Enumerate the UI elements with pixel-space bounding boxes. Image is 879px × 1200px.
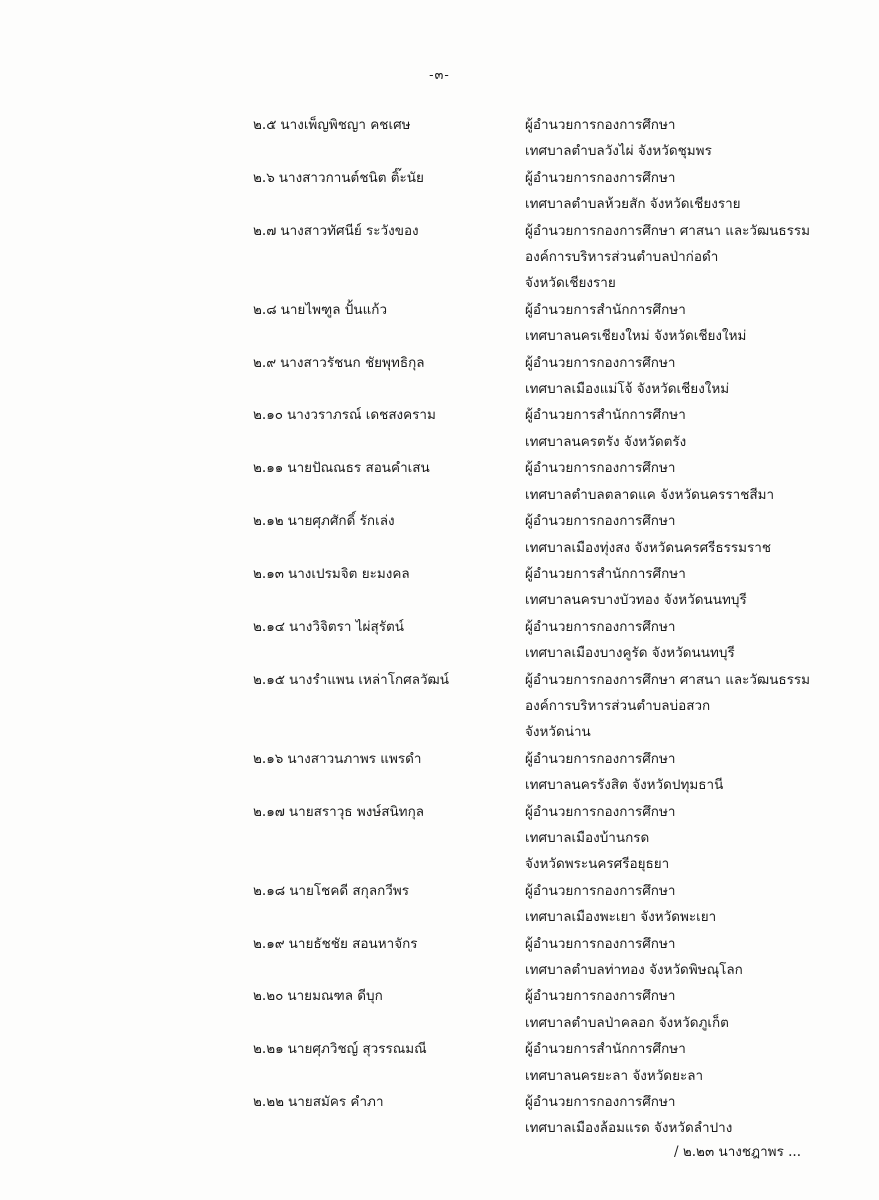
entry-number: ๒.๑๙ — [253, 935, 285, 952]
entry-person — [253, 1036, 525, 1062]
person-name: นางเปรมจิต ยะมงคล — [288, 565, 410, 582]
list-item — [253, 561, 833, 614]
list-item — [253, 508, 833, 561]
entry-number: ๒.๗ — [253, 222, 277, 239]
entry-number: ๒.๑๑ — [253, 460, 284, 477]
person-name: นางวราภรณ์ เดชสงคราม — [287, 407, 436, 424]
entry-person — [253, 402, 525, 428]
entry-position — [525, 402, 825, 455]
position-line: องค์การบริหารส่วนตำบลป่าก่อดำ — [525, 249, 719, 266]
list-item — [253, 402, 833, 455]
position-line: เทศบาลตำบลห้วยสัก จังหวัดเชียงราย — [525, 196, 741, 213]
position-line: ผู้อำนวยการกองการศึกษา ศาสนา และวัฒนธรรม — [525, 671, 811, 688]
position-line: ผู้อำนวยการกองการศึกษา — [525, 169, 676, 186]
position-line: ผู้อำนวยการสำนักการศึกษา — [525, 301, 686, 318]
entry-person — [253, 878, 525, 904]
person-name: นางสาวรัชนก ชัยพุทธิกุล — [280, 354, 425, 371]
person-name: นายไพฑูล ปั้นแก้ว — [280, 301, 388, 318]
entry-number: ๒.๑๖ — [253, 750, 284, 767]
entry-number: ๒.๙ — [253, 354, 277, 371]
list-item — [253, 1089, 833, 1142]
position-line: เทศบาลนครยะลา จังหวัดยะลา — [525, 1067, 704, 1084]
entry-number: ๒.๑๔ — [253, 618, 285, 635]
appointment-list — [253, 112, 833, 1142]
position-line: ผู้อำนวยการกองการศึกษา — [525, 460, 676, 477]
position-line: ผู้อำนวยการกองการศึกษา — [525, 935, 676, 952]
entry-person — [253, 455, 525, 481]
entry-person — [253, 165, 525, 191]
entry-number: ๒.๒๑ — [253, 1041, 284, 1058]
entry-position — [525, 112, 825, 165]
entry-person — [253, 350, 525, 376]
position-line: เทศบาลนครรังสิต จังหวัดปทุมธานี — [525, 777, 724, 794]
entry-number: ๒.๘ — [253, 301, 277, 318]
position-line: ผู้อำนวยการสำนักการศึกษา — [525, 565, 686, 582]
position-line: ผู้อำนวยการกองการศึกษา ศาสนา และวัฒนธรรม — [525, 222, 811, 239]
position-line: เทศบาลเมืองทุ่งสง จังหวัดนครศรีธรรมราช — [525, 539, 772, 556]
list-item — [253, 1036, 833, 1089]
list-item — [253, 350, 833, 403]
entry-number: ๒.๒๐ — [253, 988, 284, 1005]
position-line: เทศบาลนครเชียงใหม่ จังหวัดเชียงใหม่ — [525, 328, 747, 345]
person-name: นางรำแพน เหล่าโกศลวัฒน์ — [288, 671, 449, 688]
position-line: ผู้อำนวยการกองการศึกษา — [525, 513, 676, 530]
position-line: ผู้อำนวยการกองการศึกษา — [525, 750, 676, 767]
position-line: เทศบาลตำบลป่าคลอก จังหวัดภูเก็ต — [525, 1014, 729, 1031]
entry-position — [525, 455, 825, 508]
position-line: เทศบาลเมืองแม่โจ้ จังหวัดเชียงใหม่ — [525, 381, 730, 398]
position-line: เทศบาลเมืองบ้านกรด — [525, 829, 650, 846]
list-item — [253, 667, 833, 746]
entry-person — [253, 508, 525, 534]
entry-person — [253, 931, 525, 957]
entry-person — [253, 614, 525, 640]
entry-number: ๒.๑๗ — [253, 803, 285, 820]
position-line: จังหวัดเชียงราย — [525, 275, 616, 292]
entry-position — [525, 218, 825, 297]
position-line: เทศบาลตำบลท่าทอง จังหวัดพิษณุโลก — [525, 962, 743, 978]
person-name: นายสราวุธ พงษ์สนิทกุล — [288, 803, 425, 820]
entry-position — [525, 297, 825, 350]
person-name: นายปัณณธร สอนคำเสน — [287, 460, 430, 477]
list-item — [253, 878, 833, 931]
position-line: เทศบาลตำบลวังไผ่ จังหวัดชุมพร — [525, 143, 712, 160]
entry-person — [253, 297, 525, 323]
list-item — [253, 746, 833, 799]
person-name: นายสมัคร คำภา — [288, 1094, 384, 1111]
position-line: องค์การบริหารส่วนตำบลบ่อสวก — [525, 697, 711, 714]
entry-position — [525, 508, 825, 561]
entry-person — [253, 218, 525, 244]
entry-position — [525, 165, 825, 218]
entry-person — [253, 799, 525, 825]
entry-person — [253, 746, 525, 772]
entry-position — [525, 746, 825, 799]
person-name: นางวิจิตรา ไผ่สุรัตน์ — [288, 618, 404, 635]
page-number: -๓- — [429, 68, 450, 83]
list-item — [253, 799, 833, 878]
person-name: นางเพ็ญพิชญา คชเศษ — [280, 117, 411, 133]
entry-person — [253, 1089, 525, 1115]
position-line: เทศบาลนครบางบัวทอง จังหวัดนนทบุรี — [525, 592, 747, 609]
entry-number: ๒.๑๒ — [253, 513, 284, 530]
person-name: นายมณฑล ดีบุก — [287, 988, 383, 1005]
position-line: จังหวัดน่าน — [525, 724, 591, 741]
position-line: ผู้อำนวยการกองการศึกษา — [525, 882, 676, 899]
person-name: นายโชคดี สกุลกวีพร — [289, 882, 409, 899]
entry-number: ๒.๑๐ — [253, 407, 283, 424]
entry-position — [525, 983, 825, 1036]
person-name: นายศุภวิชญ์ สุวรรณมณี — [287, 1041, 427, 1058]
position-line: เทศบาลตำบลตลาดแค จังหวัดนครราชสีมา — [525, 486, 775, 503]
position-line: เทศบาลเมืองพะเยา จังหวัดพะเยา — [525, 909, 717, 926]
list-item — [253, 614, 833, 667]
entry-position — [525, 614, 825, 667]
entry-number: ๒.๕ — [253, 117, 277, 133]
entry-number: ๒.๑๘ — [253, 882, 286, 899]
list-item — [253, 112, 833, 165]
list-item — [253, 931, 833, 984]
position-line: เทศบาลเมืองล้อมแรด จังหวัดลำปาง — [525, 1120, 733, 1137]
person-name: นางสาวทัศนีย์ ระวังของ — [280, 222, 419, 239]
entry-position — [525, 931, 825, 984]
entry-number: ๒.๑๕ — [253, 671, 285, 688]
list-item — [253, 165, 833, 218]
entry-position — [525, 1089, 825, 1142]
entry-number: ๒.๑๓ — [253, 565, 284, 582]
entry-person — [253, 561, 525, 587]
position-line: ผู้อำนวยการกองการศึกษา — [525, 1094, 676, 1111]
position-line: จังหวัดพระนครศรีอยุธยา — [525, 856, 670, 873]
entry-position — [525, 1036, 825, 1089]
entry-position — [525, 878, 825, 931]
entry-person — [253, 983, 525, 1009]
entry-position — [525, 799, 825, 878]
position-line: ผู้อำนวยการกองการศึกษา — [525, 354, 676, 371]
entry-number: ๒.๖ — [253, 169, 275, 186]
entry-position — [525, 561, 825, 614]
person-name: นางสาวกานต์ชนิต ติ๊ะนัย — [278, 169, 424, 186]
list-item — [253, 983, 833, 1036]
entry-position — [525, 350, 825, 403]
position-line: ผู้อำนวยการสำนักการศึกษา — [525, 1041, 686, 1058]
list-item — [253, 297, 833, 350]
position-line: ผู้อำนวยการกองการศึกษา — [525, 803, 676, 820]
position-line: เทศบาลนครตรัง จังหวัดตรัง — [525, 433, 687, 450]
list-item — [253, 218, 833, 297]
entry-person — [253, 667, 525, 693]
position-line: ผู้อำนวยการกองการศึกษา — [525, 618, 676, 635]
person-name: นางสาวนภาพร แพรดำ — [287, 750, 422, 767]
entry-person — [253, 112, 525, 138]
list-item — [253, 455, 833, 508]
entry-position — [525, 667, 825, 746]
position-line: ผู้อำนวยการกองการศึกษา — [525, 988, 676, 1005]
position-line: เทศบาลเมืองบางคูรัด จังหวัดนนทบุรี — [525, 645, 735, 662]
entry-number: ๒.๒๒ — [253, 1094, 284, 1111]
position-line: ผู้อำนวยการสำนักการศึกษา — [525, 407, 686, 424]
person-name: นายธัชชัย สอนหาจักร — [288, 935, 418, 952]
person-name: นายศุภศักดิ์ รักเล่ง — [287, 513, 395, 530]
continuation-note: / ๒.๒๓ นางชฎาพร ... — [674, 1144, 801, 1160]
position-line: ผู้อำนวยการกองการศึกษา — [525, 117, 676, 133]
